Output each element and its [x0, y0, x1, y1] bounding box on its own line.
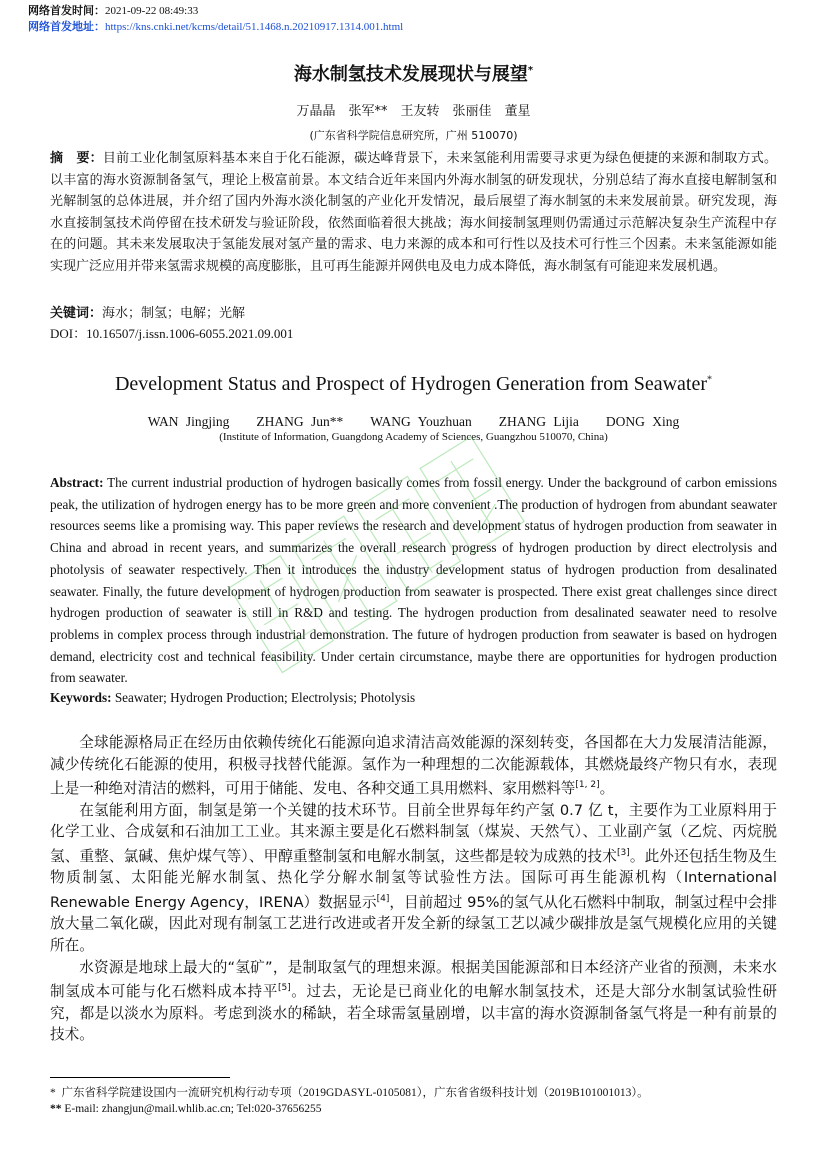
- body-paragraph-2: [50, 800, 777, 957]
- footnotes: [50, 1085, 810, 1117]
- body-p2-text-b: 。此外还包括生物及生物质制氢、太阳能光解水制氢、热化学分解水制氢等试验性方法。国际可再生能源机构（International Renewable Energy Agency，IRENA）数据显示: [50, 847, 777, 911]
- footnote-2-text: E-mail: zhangjun@mail.whlib.ac.cn; Tel:020-37656255: [64, 1103, 322, 1115]
- english-abstract-text: The current industrial production of hydrogen basically comes from fossil energy. Under the background of carbon emissions peak, the utilization of hydrogen energy has to be more green and more convenient .The production of hydrogen from abundant seawater resources seems like a promising way. This paper reviews the research and development status of hydrogen production from seawater in China and abroad in recent years, and summarizes the overall research progress of hydrogen production by direct electrolysis and photolysis of seawater respectively. Then it introduces the industry development status of hydrogen production from desalinated seawater. Finally, the future development of hydrogen production from seawater is prospected. There exist great challenges since direct hydrogen production of seawater is still in R&D and testing. The hydrogen production from desalinated seawater need to resolve problems in complex process through industrial demonstration. The future of hydrogen production from seawater is based on hydrogen demand, electricity cost and technical feasibility. Under certain circumstance, maybe there are opportunities for hydrogen production from seawater.: [50, 475, 777, 686]
- footnote-1-text: 广东省科学院建设国内一流研究机构行动专项（2019GDASYL-0105081），广东省省级科技计划（2019B101001013）。: [61, 1087, 649, 1099]
- english-keywords: [50, 690, 415, 706]
- first-pub-url-link[interactable]: https://kns.cnki.net/kcms/detail/51.1468.n.20210917.1314.001.html: [105, 21, 404, 33]
- footnote-divider: [50, 1077, 230, 1078]
- body-p3-text-a: 水资源是地球上最大的“氢矿”，是制取氢气的理想来源。根据美国能源部和日本经济产业省的预测，未来水制氢成本可能与化石燃料成本持平: [50, 958, 777, 1000]
- publication-info: [28, 3, 403, 35]
- body-p2-text-a: 在氢能利用方面，制氢是第一个关键的技术环节。目前全世界每年约产氢 0.7 亿 t，主要作为工业原料用于化学工业、合成氨和石油加工工业。其来源主要是化石燃料制氢（煤炭、天然气）、工业副产氢（乙烷、丙烷脱氢、重整、氯碱、焦炉煤气等）、甲醇重整制氢和电解水制氢，这些都是较为成熟的技术: [50, 801, 777, 865]
- first-pub-time-label: 网络首发时间：: [28, 4, 105, 17]
- chinese-abstract: [50, 148, 777, 277]
- english-affiliation: (Institute of Information, Guangdong Academy of Sciences, Guangzhou 510070, China): [219, 431, 608, 443]
- first-pub-url-label: 网络首发地址：: [28, 20, 105, 33]
- first-pub-url: [28, 19, 403, 35]
- first-pub-time-value: 2021-09-22 08:49:33: [105, 5, 199, 17]
- footnote-funding: [50, 1085, 810, 1101]
- english-title-text: Development Status and Prospect of Hydrogen Generation from Seawater: [114, 373, 708, 395]
- chinese-title: [0, 60, 827, 86]
- body-p2-text-c: ，目前超过 95%的氢气从化石燃料中制取，制氢过程中会排放大量二氧化碳，因此对现有制氢工艺进行改进或者开发全新的绿氢工艺以减少碳排放是氢气规模化应用的关键所在。: [50, 893, 778, 954]
- english-abstract-label: Abstract:: [50, 475, 104, 490]
- citation-ref: [5]: [277, 983, 291, 994]
- english-authors: WAN Jingjing ZHANG Jun** WANG Youzhuan ZHANG Lijia DONG Xing: [147, 414, 680, 429]
- english-abstract: [50, 472, 777, 689]
- chinese-abstract-label: 摘 要：: [50, 151, 103, 166]
- footnote-contact: [50, 1101, 810, 1117]
- english-title: [0, 373, 827, 396]
- chinese-title-text: 海水制氢技术发展现状与展望: [293, 64, 528, 85]
- english-keywords-text: Seawater; Hydrogen Production; Electrolysis; Photolysis: [114, 690, 416, 705]
- body-p1-text-b: 。: [599, 780, 615, 798]
- footnote-1-mark: *: [50, 1087, 56, 1099]
- doi-value: 10.16507/j.issn.1006-6055.2021.09.001: [86, 326, 294, 341]
- chinese-affiliation: (广东省科学院信息研究所，广州 510070): [309, 129, 518, 142]
- chinese-keywords-label: 关键词：: [50, 306, 103, 321]
- body-p1-text-a: 全球能源格局正在经历由依赖传统化石能源向追求清洁高效能源的深刻转变，各国都在大力发展清洁能源，减少传统化石能源的使用，积极寻找替代能源。氢作为一种理想的二次能源载体，其燃烧最终产物只有水，表现上是一种绝对清洁的燃料，可用于储能、发电、各种交通工具用燃料、家用燃料等: [50, 734, 777, 798]
- citation-ref: [4]: [376, 893, 390, 904]
- doi: [50, 323, 293, 342]
- first-pub-time: [28, 3, 403, 19]
- citation-ref: [3]: [616, 847, 630, 858]
- chinese-keywords: [50, 302, 245, 321]
- body-p3-text-b: 。过去，无论是已商业化的电解水制氢技术，还是大部分水制氢试验性研究，都是以淡水为原料。考虑到淡水的稀缺，若全球需氢量剧增，以丰富的海水资源制备氢气将是一种有前景的技术。: [50, 982, 777, 1044]
- footnote-2-mark: **: [50, 1103, 62, 1115]
- body-paragraph-3: [50, 957, 777, 1046]
- doi-label: DOI：: [50, 326, 87, 341]
- english-keywords-label: Keywords:: [50, 690, 112, 705]
- body-paragraph-1: [50, 732, 777, 800]
- citation-ref: [1, 2]: [575, 780, 600, 791]
- chinese-authors: 万晶晶 张军** 王友转 张丽佳 董星: [296, 104, 531, 119]
- english-title-mark: *: [707, 374, 713, 386]
- chinese-title-mark: *: [527, 65, 534, 76]
- chinese-keywords-text: 海水；制氢；电解；光解: [102, 306, 246, 321]
- body-text: [50, 732, 777, 1046]
- chinese-abstract-text: 目前工业化制氢原料基本来自于化石能源，碳达峰背景下，未来氢能利用需要寻求更为绿色便捷的来源和制取方式。以丰富的海水资源制备氢气，理论上极富前景。本文结合近年来国内外海水制氢的研发现状，分别总结了海水直接电解制氢和光解制氢的总体进展，并介绍了国内外海水淡化制氢的产业化开发情况，最后展望了海水制氢的未来发展前景。研究发现，海水直接制氢技术尚停留在技术研发与验证阶段，依然面临着很大挑战；海水间接制氢理则仍需通过示范解决复杂生产流程中存在的问题。其未来发展取决于氢能发展对氢产量的需求、电力来源的成本和可行性以及技术可行性三个因素。未来氢能源如能实现广泛应用并带来氢需求规模的高度膨胀，且可再生能源并网供电及电力成本降低，海水制氢有可能迎来发展机遇。: [50, 151, 777, 274]
